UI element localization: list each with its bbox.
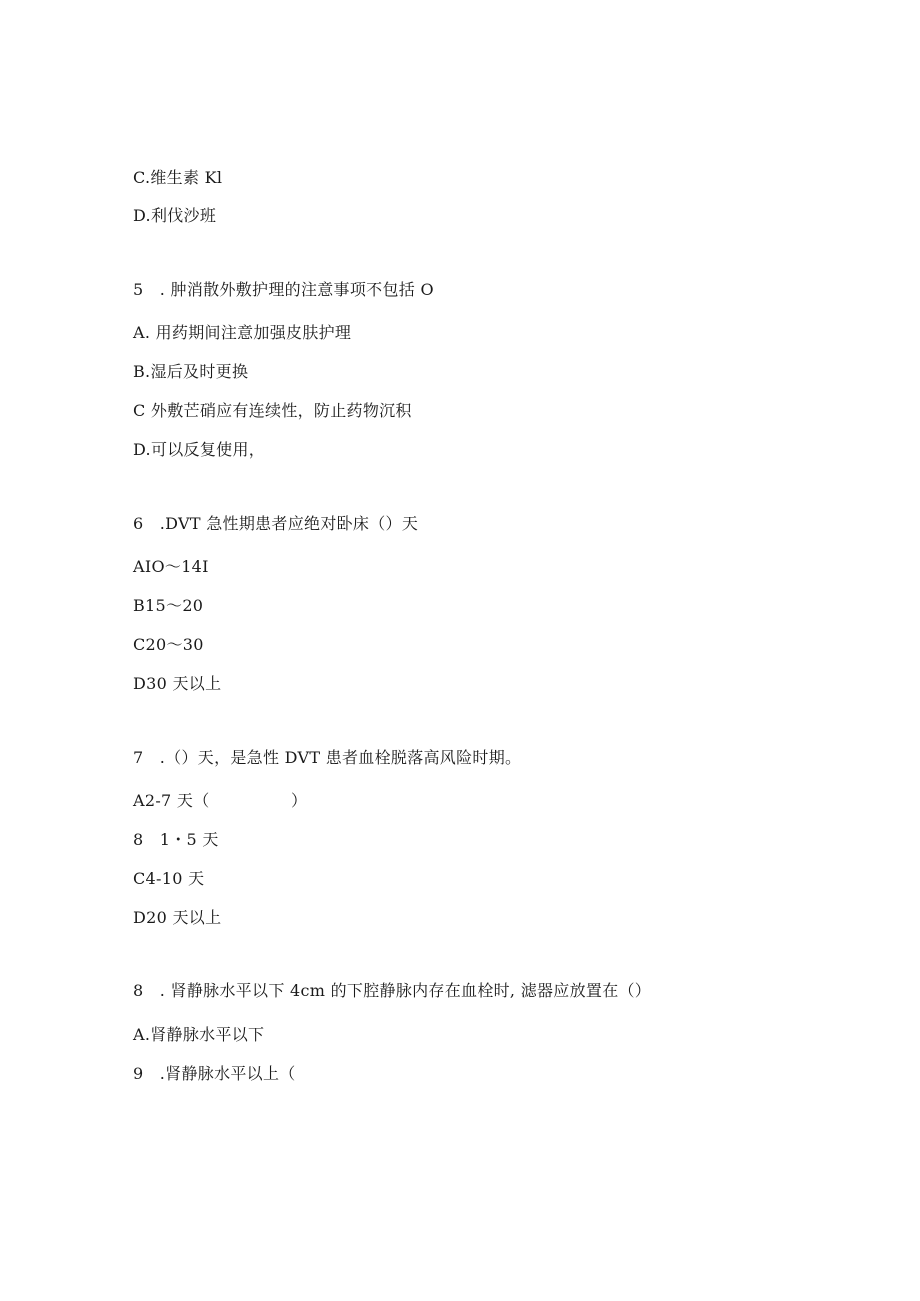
question-8: 8 . 肾静脉水平以下 4cm 的下腔静脉内存在血栓时, 滤器应放置在（） <box>133 981 652 1000</box>
q7-option-a: A2-7 天（ ） <box>133 791 308 810</box>
q7-option-c: C4-10 天 <box>133 869 205 888</box>
question-5: 5 . 肿消散外敷护理的注意事项不包括 O <box>133 280 434 299</box>
q5-option-c: C 外敷芒硝应有连续性，防止药物沉积 <box>133 401 412 420</box>
q6-option-c: C20～30 <box>133 635 204 654</box>
q5-option-b: B.湿后及时更换 <box>133 362 249 381</box>
question-6: 6 .DVT 急性期患者应绝对卧床（）天 <box>133 514 419 533</box>
q7-option-d: D20 天以上 <box>133 908 222 927</box>
q5-option-a: A. 用药期间注意加强皮肤护理 <box>133 323 352 342</box>
q6-option-d: D30 天以上 <box>133 674 222 693</box>
q8-option-b: 9 .肾静脉水平以上（ <box>133 1064 296 1083</box>
option-d-rivaroxaban: D.利伐沙班 <box>133 206 217 225</box>
question-7: 7 .（）天，是急性 DVT 患者血栓脱落高风险时期。 <box>133 748 522 767</box>
q5-option-d: D.可以反复使用， <box>133 440 266 459</box>
q6-option-b: B15～20 <box>133 596 204 615</box>
q6-option-a: AIO～14I <box>133 557 209 576</box>
q7-option-b: 8 1・5 天 <box>133 830 219 849</box>
option-c-vitamin-k1: C.维生素 Kl <box>133 168 223 187</box>
q8-option-a: A.肾静脉水平以下 <box>133 1025 265 1044</box>
